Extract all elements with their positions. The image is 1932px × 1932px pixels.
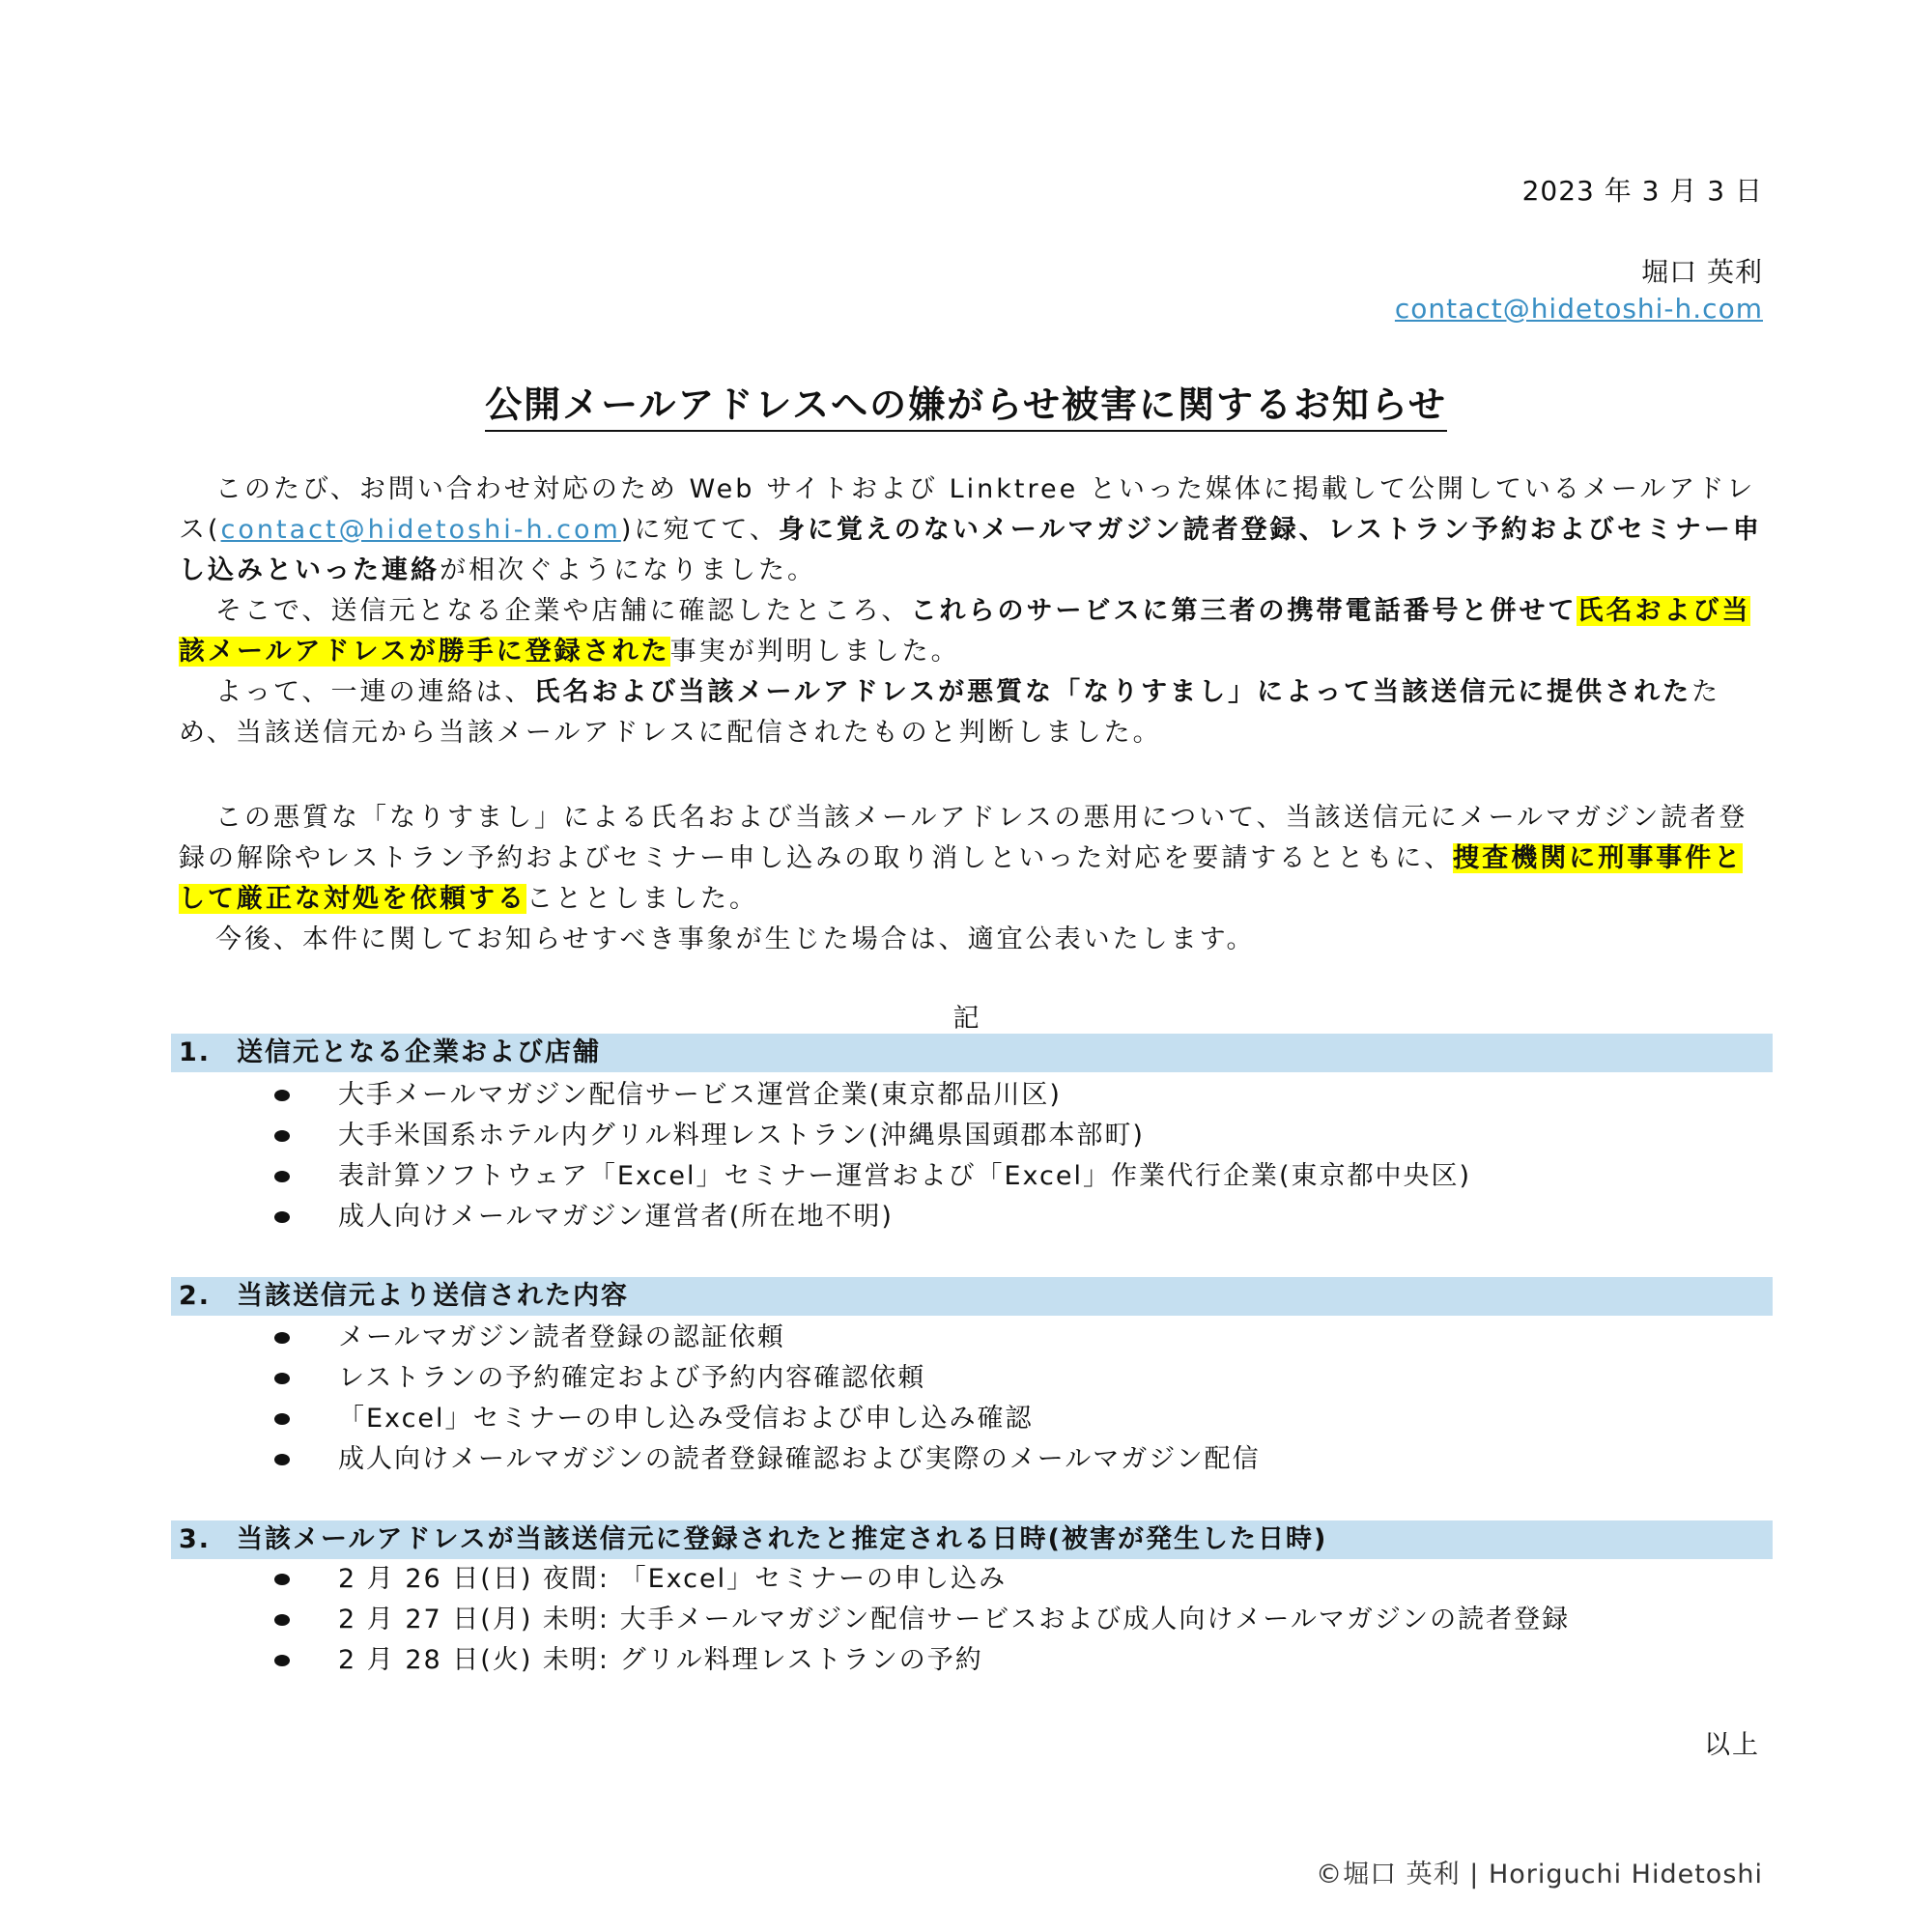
list-item — [261, 1318, 1768, 1358]
section-2-number: 2. — [179, 1281, 212, 1311]
bullet-icon — [274, 1614, 290, 1626]
section-1-list — [261, 1075, 1768, 1237]
list-item-text: 2 月 26 日(日) 夜間: 「Excel」セミナーの申し込み — [338, 1564, 1008, 1594]
bullet-icon — [274, 1413, 290, 1425]
section-2-header — [171, 1277, 1773, 1316]
intro-paragraph-1 — [179, 469, 1763, 591]
list-item — [261, 1358, 1768, 1399]
intro-p1-text-b: )に宛てて、 — [620, 515, 779, 545]
author-email-link[interactable]: contact@hidetoshi-h.com — [1394, 293, 1763, 325]
bullet-icon — [274, 1211, 290, 1223]
intro-p3-text-c: ため、当該送信元から当該メールアドレスに配信されたものと判断しました。 — [179, 677, 1721, 748]
section-3-header — [171, 1520, 1773, 1559]
intro-p1-text-a: このたび、お問い合わせ対応のため Web サイトおよび Linktree といった媒体に掲載して公開しているメールアドレス( — [179, 474, 1756, 545]
list-item-text: 表計算ソフトウェア「Excel」セミナー運営および「Excel」作業代行企業(東京都中央区) — [338, 1161, 1472, 1191]
intro-section — [179, 469, 1763, 753]
bullet-icon — [274, 1574, 290, 1585]
action-paragraph-2: 今後、本件に関してお知らせすべき事象が生じた場合は、適宜公表いたします。 — [215, 924, 1256, 954]
author-name: 堀口 英利 — [1641, 256, 1763, 288]
section-3-title: 当該メールアドレスが当該送信元に登録されたと推定される日時(被害が発生した日時) — [237, 1524, 1328, 1554]
section-2-title: 当該送信元より送信された内容 — [237, 1281, 629, 1311]
list-item-text: 成人向けメールマガジン運営者(所在地不明) — [338, 1202, 894, 1232]
list-item — [261, 1075, 1768, 1116]
action-p1-text-a: この悪質な「なりすまし」による氏名および当該メールアドレスの悪用について、当該送信元にメールマガジン読者登録の解除やレストラン予約およびセミナー申し込みの取り消しといった対応を要請するとともに、 — [179, 803, 1748, 873]
intro-p3-text-a: よって、一連の連絡は、 — [215, 677, 534, 707]
action-paragraph-1 — [179, 798, 1763, 920]
intro-p2-bold: これらのサービスに第三者の携帯電話番号と併せて — [910, 596, 1577, 626]
intro-p3-bold: 氏名および当該メールアドレスが悪質な「なりすまし」によって当該送信元に提供された — [533, 677, 1692, 707]
list-item — [261, 1559, 1768, 1600]
section-1-header — [171, 1034, 1773, 1072]
action-p1-text-c: こととしました。 — [526, 884, 758, 914]
intro-p1-bold: 身に覚えのないメールマガジン読者登録、レストラン予約およびセミナー申し込みといった連絡 — [179, 515, 1762, 585]
intro-p2-highlight: 氏名および当該メールアドレスが勝手に登録された — [179, 596, 1751, 667]
document-title — [0, 375, 1932, 428]
list-item — [261, 1116, 1768, 1156]
list-item — [261, 1197, 1768, 1237]
intro-paragraph-2 — [179, 591, 1763, 672]
bullet-icon — [274, 1130, 290, 1142]
bullet-icon — [274, 1332, 290, 1344]
section-3-list — [261, 1559, 1768, 1681]
section-3-number: 3. — [179, 1524, 212, 1554]
intro-p2-text-c: 事実が判明しました。 — [669, 637, 960, 667]
section-1-title: 送信元となる企業および店舗 — [237, 1037, 601, 1067]
action-p1-highlight: 捜査機関に刑事事件として厳正な対処を依頼する — [179, 843, 1744, 914]
intro-p2-text-a: そこで、送信元となる企業や店舗に確認したところ、 — [215, 596, 911, 626]
bullet-icon — [274, 1171, 290, 1182]
intro-p1-text-c: が相次ぐようになりました。 — [440, 555, 816, 585]
bullet-icon — [274, 1373, 290, 1384]
closing-mark: 以上 — [1704, 1730, 1760, 1760]
list-item-text: レストランの予約確定および予約内容確認依頼 — [338, 1363, 926, 1393]
intro-email-link[interactable]: contact@hidetoshi-h.com — [220, 515, 621, 545]
copyright-footer: ©堀口 英利 | Horiguchi Hidetoshi — [1316, 1860, 1763, 1889]
section-1-number: 1. — [179, 1037, 212, 1067]
bullet-icon — [274, 1454, 290, 1465]
intro-paragraph-3 — [179, 672, 1763, 753]
section-2-list — [261, 1318, 1768, 1480]
document-date: 2023 年 3 月 3 日 — [1521, 175, 1763, 207]
list-item-text: 2 月 27 日(月) 未明: 大手メールマガジン配信サービスおよび成人向けメールマガジンの読者登録 — [338, 1605, 1571, 1634]
list-item-text: メールマガジン読者登録の認証依頼 — [338, 1322, 785, 1352]
list-item — [261, 1399, 1768, 1439]
document-title-text: 公開メールアドレスへの嫌がらせ被害に関するお知らせ — [485, 384, 1447, 432]
list-item-text: 「Excel」セミナーの申し込み受信および申し込み確認 — [338, 1404, 1034, 1434]
list-item — [261, 1156, 1768, 1197]
action-section — [179, 798, 1763, 960]
bullet-icon — [274, 1655, 290, 1666]
list-item-text: 大手米国系ホテル内グリル料理レストラン(沖縄県国頭郡本部町) — [338, 1121, 1145, 1151]
list-item — [261, 1439, 1768, 1480]
ki-heading: 記 — [952, 1004, 980, 1034]
list-item-text: 2 月 28 日(火) 未明: グリル料理レストランの予約 — [338, 1645, 983, 1675]
list-item — [261, 1600, 1768, 1640]
bullet-icon — [274, 1090, 290, 1101]
list-item — [261, 1640, 1768, 1681]
list-item-text: 成人向けメールマガジンの読者登録確認および実際のメールマガジン配信 — [338, 1444, 1261, 1474]
list-item-text: 大手メールマガジン配信サービス運営企業(東京都品川区) — [338, 1080, 1062, 1110]
